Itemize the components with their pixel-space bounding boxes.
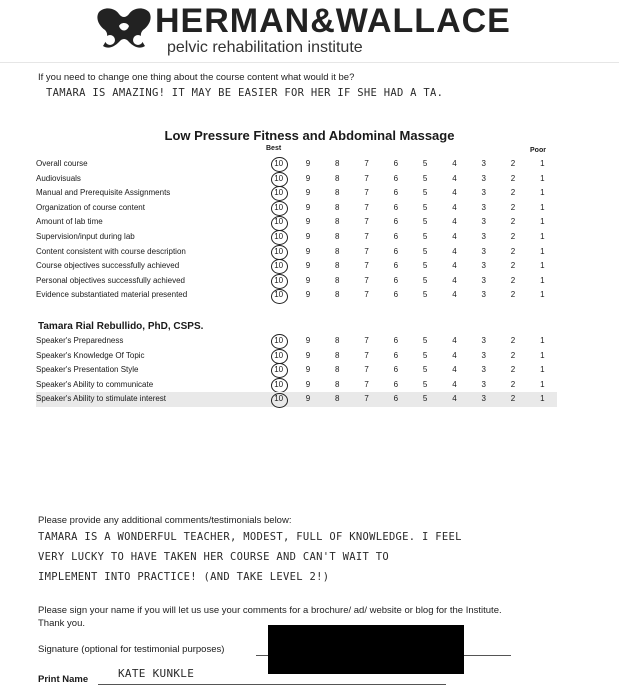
rating-option-6[interactable]: 6 — [393, 336, 399, 345]
rating-option-10[interactable]: 10 — [264, 274, 293, 289]
rating-option-4[interactable]: 4 — [452, 231, 457, 241]
rating-row — [36, 363, 557, 378]
rating-option-5[interactable]: 5 — [422, 290, 428, 300]
rating-option-3[interactable]: 3 — [481, 261, 486, 271]
rating-row-label: Amount of lab time — [36, 217, 103, 227]
print-name-line — [98, 684, 446, 685]
rating-row — [36, 201, 557, 216]
rating-option-8[interactable]: 8 — [335, 365, 340, 375]
rating-option-9[interactable]: 9 — [305, 188, 311, 198]
rating-option-1[interactable]: 1 — [540, 173, 545, 183]
rating-option-10[interactable]: 10 — [264, 172, 293, 187]
rating-option-3[interactable]: 3 — [481, 379, 486, 389]
rating-option-6[interactable]: 6 — [393, 231, 399, 241]
pelvis-logo — [95, 6, 153, 54]
print-name-value: KATE KUNKLE — [118, 667, 195, 680]
rating-option-10[interactable]: 10 — [264, 392, 293, 407]
rating-option-1[interactable]: 1 — [540, 202, 545, 212]
rating-row-label: Personal objectives successfully achieved — [36, 275, 185, 285]
best-label: Best — [266, 145, 282, 152]
rating-row-label: Organization of course content — [36, 202, 145, 212]
rating-option-8[interactable]: 8 — [335, 246, 340, 256]
rating-option-2[interactable]: 2 — [498, 392, 527, 407]
rating-option-10[interactable]: 10 — [264, 288, 293, 303]
rating-option-7[interactable]: 7 — [364, 173, 369, 183]
rating-option-2[interactable]: 2 — [510, 275, 516, 285]
rating-option-5[interactable]: 5 — [422, 275, 428, 285]
rating-row-label: Overall course — [36, 159, 88, 168]
rating-row-label: Manual and Prerequisite Assignments — [36, 188, 171, 198]
comment-line-3: IMPLEMENT INTO PRACTICE! (AND TAKE LEVEL 2!) — [38, 571, 330, 583]
change-answer: TAMARA IS AMAZING! IT MAY BE EASIER FOR HER IF SHE HAD A TA. — [46, 87, 444, 99]
rating-option-2[interactable]: 2 — [510, 202, 516, 212]
rating-row-label: Course objectives successfully achieved — [36, 261, 180, 271]
rating-option-4[interactable]: 4 — [452, 379, 457, 389]
rating-option-7[interactable]: 7 — [364, 290, 369, 300]
print-name-label: Print Name — [38, 674, 89, 685]
rating-option-4[interactable]: 4 — [440, 392, 469, 407]
rating-option-9[interactable]: 9 — [305, 261, 311, 271]
rating-row-label: Speaker's Knowledge Of Topic — [36, 350, 145, 360]
rating-option-10[interactable]: 10 — [264, 349, 293, 364]
rating-option-1[interactable]: 1 — [540, 336, 545, 345]
rating-row — [36, 349, 557, 364]
rating-option-6[interactable]: 6 — [393, 290, 399, 300]
rating-option-3[interactable]: 3 — [481, 217, 486, 227]
comment-line-2: VERY LUCKY TO HAVE TAKEN HER COURSE AND CAN'T WAIT TO — [38, 551, 389, 563]
rating-option-4[interactable]: 4 — [452, 202, 457, 212]
rating-row — [36, 334, 557, 349]
rating-option-3[interactable]: 3 — [481, 336, 486, 345]
rating-row — [36, 186, 557, 201]
rating-option-7[interactable]: 7 — [364, 275, 369, 285]
rating-option-7[interactable]: 7 — [364, 159, 369, 168]
rating-row — [36, 288, 557, 303]
rating-option-6[interactable]: 6 — [393, 379, 399, 389]
rating-option-9[interactable]: 9 — [305, 202, 311, 212]
rating-option-1[interactable]: 1 — [540, 365, 545, 375]
rating-option-6[interactable]: 6 — [381, 392, 410, 407]
rating-option-1[interactable]: 1 — [540, 290, 545, 300]
rating-option-1[interactable]: 1 — [540, 379, 545, 389]
rating-option-10[interactable]: 10 — [264, 215, 293, 230]
rating-option-5[interactable]: 5 — [422, 246, 428, 256]
change-question: If you need to change one thing about the course content what would it be? — [38, 72, 355, 83]
rating-option-10[interactable]: 10 — [264, 378, 293, 393]
rating-row-label: Speaker's Preparedness — [36, 336, 124, 345]
rating-option-1[interactable]: 1 — [540, 275, 545, 285]
rating-option-6[interactable]: 6 — [393, 202, 399, 212]
rating-row-label: Supervision/input during lab — [36, 231, 135, 241]
comments-prompt: Please provide any additional comments/testimonials below: — [38, 515, 292, 526]
rating-option-3[interactable]: 3 — [481, 350, 486, 360]
header-divider — [0, 62, 619, 63]
rating-option-9[interactable]: 9 — [305, 336, 311, 345]
rating-option-9[interactable]: 9 — [305, 159, 311, 168]
rating-option-2[interactable]: 2 — [510, 365, 516, 375]
rating-option-5[interactable]: 5 — [422, 173, 428, 183]
rating-option-6[interactable]: 6 — [393, 188, 399, 198]
rating-option-3[interactable]: 3 — [481, 159, 486, 168]
rating-option-7[interactable]: 7 — [364, 246, 369, 256]
rating-option-10[interactable]: 10 — [264, 334, 293, 349]
rating-option-8[interactable]: 8 — [335, 275, 340, 285]
rating-option-5[interactable]: 5 — [422, 202, 428, 212]
course-rating-table — [36, 157, 557, 303]
rating-option-10[interactable]: 10 — [264, 201, 293, 216]
rating-option-2[interactable]: 2 — [510, 336, 516, 345]
rating-option-8[interactable]: 8 — [335, 336, 340, 345]
rating-option-7[interactable]: 7 — [364, 202, 369, 212]
rating-option-8[interactable]: 8 — [335, 350, 340, 360]
rating-option-1[interactable]: 1 — [540, 159, 545, 168]
rating-option-4[interactable]: 4 — [452, 365, 457, 375]
rating-option-3[interactable]: 3 — [481, 173, 486, 183]
rating-option-4[interactable]: 4 — [452, 350, 457, 360]
rating-option-2[interactable]: 2 — [510, 231, 516, 241]
rating-option-2[interactable]: 2 — [510, 379, 516, 389]
rating-option-2[interactable]: 2 — [510, 350, 516, 360]
rating-option-6[interactable]: 6 — [393, 365, 399, 375]
rating-option-5[interactable]: 5 — [422, 159, 428, 168]
rating-row — [36, 157, 557, 172]
rating-option-8[interactable]: 8 — [335, 173, 340, 183]
rating-option-7[interactable]: 7 — [364, 336, 369, 345]
rating-option-5[interactable]: 5 — [422, 231, 428, 241]
rating-option-7[interactable]: 7 — [364, 365, 369, 375]
rating-option-1[interactable]: 1 — [540, 350, 545, 360]
rating-option-10[interactable]: 10 — [264, 245, 293, 260]
rating-option-10[interactable]: 10 — [264, 363, 293, 378]
rating-option-9[interactable]: 9 — [305, 275, 311, 285]
rating-option-5[interactable]: 5 — [422, 350, 428, 360]
rating-option-8[interactable]: 8 — [335, 202, 340, 212]
rating-option-5[interactable]: 5 — [422, 365, 428, 375]
rating-row — [36, 274, 557, 289]
rating-option-3[interactable]: 3 — [481, 231, 486, 241]
rating-option-4[interactable]: 4 — [452, 336, 457, 345]
rating-option-9[interactable]: 9 — [305, 365, 311, 375]
rating-option-4[interactable]: 4 — [452, 275, 457, 285]
rating-row — [36, 230, 557, 245]
rating-option-1[interactable]: 1 — [540, 261, 545, 271]
rating-option-9[interactable]: 9 — [293, 392, 322, 407]
rating-option-3[interactable]: 3 — [481, 290, 486, 300]
rating-option-2[interactable]: 2 — [510, 217, 516, 227]
rating-row — [36, 215, 557, 230]
rating-option-5[interactable]: 5 — [422, 188, 428, 198]
rating-option-10[interactable]: 10 — [264, 186, 293, 201]
rating-option-2[interactable]: 2 — [510, 173, 516, 183]
rating-option-5[interactable]: 5 — [410, 392, 439, 407]
rating-option-5[interactable]: 5 — [422, 217, 428, 227]
rating-option-3[interactable]: 3 — [481, 246, 486, 256]
rating-option-6[interactable]: 6 — [393, 350, 399, 360]
brand-name: HERMAN&WALLACE — [155, 2, 511, 40]
rating-option-4[interactable]: 4 — [452, 188, 457, 198]
redacted-signature — [268, 625, 464, 674]
rating-option-9[interactable]: 9 — [305, 173, 311, 183]
rating-row-label: Audiovisuals — [36, 173, 81, 183]
comment-line-1: TAMARA IS A WONDERFUL TEACHER, MODEST, FULL OF KNOWLEDGE. I FEEL — [38, 531, 462, 543]
rating-row-label: Evidence substantiated material presented — [36, 290, 188, 300]
rating-option-9[interactable]: 9 — [305, 290, 311, 300]
rating-option-6[interactable]: 6 — [393, 159, 399, 168]
rating-option-7[interactable]: 7 — [364, 379, 369, 389]
rating-option-5[interactable]: 5 — [422, 261, 428, 271]
rating-option-9[interactable]: 9 — [305, 379, 311, 389]
rating-option-4[interactable]: 4 — [452, 159, 457, 168]
consent-thanks: Thank you. — [38, 618, 85, 629]
rating-option-4[interactable]: 4 — [452, 290, 457, 300]
rating-row-label: Speaker's Ability to stimulate interest — [36, 392, 264, 407]
speaker-rating-table — [36, 334, 557, 407]
rating-option-1[interactable]: 1 — [540, 217, 545, 227]
rating-option-1[interactable]: 1 — [540, 231, 545, 241]
rating-option-1[interactable]: 1 — [528, 392, 557, 407]
rating-option-2[interactable]: 2 — [510, 159, 516, 168]
rating-option-8[interactable]: 8 — [335, 261, 340, 271]
rating-row — [36, 392, 557, 407]
rating-option-9[interactable]: 9 — [305, 246, 311, 256]
rating-option-7[interactable]: 7 — [364, 231, 369, 241]
rating-option-8[interactable]: 8 — [335, 188, 340, 198]
rating-option-3[interactable]: 3 — [481, 202, 486, 212]
rating-option-7[interactable]: 7 — [364, 217, 369, 227]
rating-option-3[interactable]: 3 — [481, 275, 486, 285]
rating-row — [36, 378, 557, 393]
rating-option-10[interactable]: 10 — [264, 259, 293, 274]
course-title: Low Pressure Fitness and Abdominal Massage — [164, 128, 455, 143]
rating-option-8[interactable]: 8 — [335, 231, 340, 241]
rating-option-3[interactable]: 3 — [481, 365, 486, 375]
rating-option-4[interactable]: 4 — [452, 246, 457, 256]
rating-option-2[interactable]: 2 — [510, 188, 516, 198]
consent-text: Please sign your name if you will let us use your comments for a brochure/ ad/ website or blog for the Institute. — [38, 605, 502, 616]
rating-option-8[interactable]: 8 — [335, 379, 340, 389]
rating-option-6[interactable]: 6 — [393, 246, 399, 256]
rating-option-7[interactable]: 7 — [364, 261, 369, 271]
rating-option-6[interactable]: 6 — [393, 261, 399, 271]
rating-option-3[interactable]: 3 — [469, 392, 498, 407]
rating-option-8[interactable]: 8 — [335, 159, 340, 168]
rating-option-4[interactable]: 4 — [452, 217, 457, 227]
rating-option-7[interactable]: 7 — [352, 392, 381, 407]
rating-option-8[interactable]: 8 — [323, 392, 352, 407]
brand-subtitle: pelvic rehabilitation institute — [167, 39, 363, 56]
rating-option-10[interactable]: 10 — [264, 157, 293, 172]
speaker-name: Tamara Rial Rebullido, PhD, CSPS. — [38, 321, 204, 332]
rating-option-5[interactable]: 5 — [422, 379, 428, 389]
poor-label: Poor — [530, 147, 546, 154]
rating-option-8[interactable]: 8 — [335, 217, 340, 227]
rating-option-2[interactable]: 2 — [510, 261, 516, 271]
rating-option-5[interactable]: 5 — [422, 336, 428, 345]
rating-option-1[interactable]: 1 — [540, 188, 545, 198]
rating-option-1[interactable]: 1 — [540, 246, 545, 256]
rating-option-2[interactable]: 2 — [510, 290, 516, 300]
rating-row-label: Speaker's Ability to communicate — [36, 379, 154, 389]
rating-row — [36, 259, 557, 274]
rating-option-7[interactable]: 7 — [364, 350, 369, 360]
rating-row — [36, 172, 557, 187]
rating-option-4[interactable]: 4 — [452, 261, 457, 271]
rating-option-3[interactable]: 3 — [481, 188, 486, 198]
signature-label: Signature (optional for testimonial purposes) — [38, 644, 225, 655]
rating-row-label: Speaker's Presentation Style — [36, 365, 139, 375]
rating-option-8[interactable]: 8 — [335, 290, 340, 300]
rating-option-9[interactable]: 9 — [305, 231, 311, 241]
rating-option-6[interactable]: 6 — [393, 217, 399, 227]
rating-option-2[interactable]: 2 — [510, 246, 516, 256]
rating-option-9[interactable]: 9 — [305, 350, 311, 360]
rating-row-label: Content consistent with course description — [36, 246, 186, 256]
rating-option-6[interactable]: 6 — [393, 173, 399, 183]
rating-option-10[interactable]: 10 — [264, 230, 293, 245]
rating-option-7[interactable]: 7 — [364, 188, 369, 198]
rating-row — [36, 245, 557, 260]
rating-option-4[interactable]: 4 — [452, 173, 457, 183]
rating-option-6[interactable]: 6 — [393, 275, 399, 285]
rating-option-9[interactable]: 9 — [305, 217, 311, 227]
